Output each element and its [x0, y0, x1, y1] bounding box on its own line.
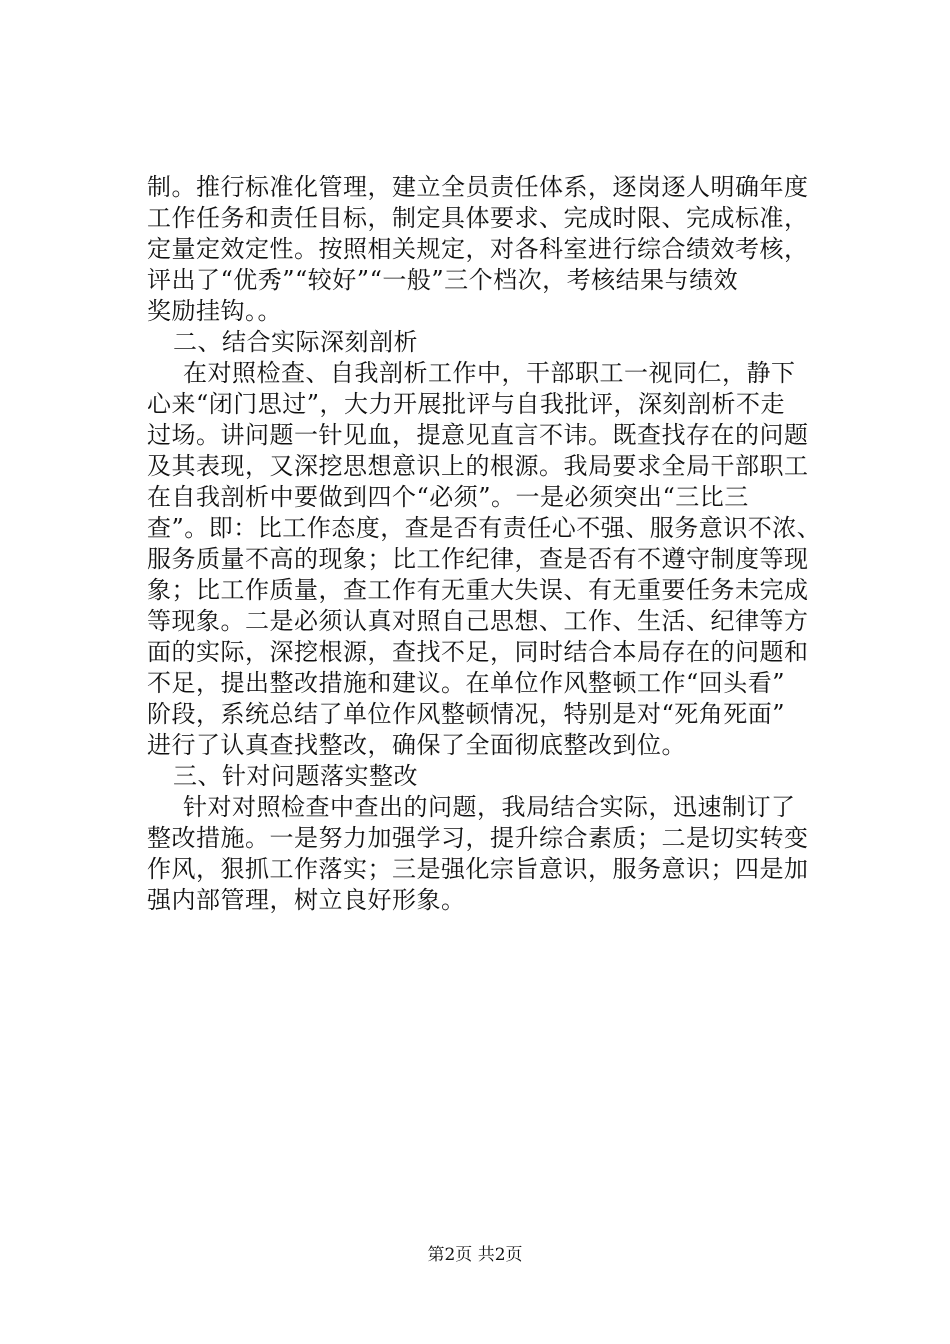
text-line: 心来“闭门思过”，大力开展批评与自我批评，深刻剖析不走: [147, 390, 786, 418]
text-line: 等现象。二是必须认真对照自己思想、工作、生活、纪律等方: [147, 607, 809, 635]
text-line: 面的实际，深挖根源，查找不足，同时结合本局存在的问题和: [147, 638, 809, 666]
text-line: 整改措施。一是努力加强学习，提升综合素质；二是切实转变: [147, 824, 809, 852]
page-footer: 第2页 共2页: [427, 1245, 523, 1265]
text-line: 查”。即：比工作态度，查是否有责任心不强、服务意识不浓、: [147, 514, 822, 542]
text-line: 及其表现，又深挖思想意识上的根源。我局要求全局干部职工: [147, 452, 809, 480]
text-line: 在自我剖析中要做到四个“必须”。一是必须突出“三比三: [147, 483, 749, 511]
text-line: 过场。讲问题一针见血，提意见直言不讳。既查找存在的问题: [147, 421, 809, 449]
text-line: 工作任务和责任目标，制定具体要求、完成时限、完成标准，: [147, 204, 809, 232]
text-line: 服务质量不高的现象；比工作纪律，查是否有不遵守制度等现: [147, 545, 809, 573]
text-line: 强内部管理，树立良好形象。: [147, 886, 466, 914]
text-line: 象；比工作质量，查工作有无重大失误、有无重要任务未完成: [147, 576, 809, 604]
text-line: 阶段，系统总结了单位作风整顿情况，特别是对“死角死面”: [147, 700, 786, 728]
section-heading: 三、针对问题落实整改: [173, 762, 418, 790]
text-line: 评出了“优秀”“较好”“一般”三个档次，考核结果与绩效: [147, 266, 739, 294]
text-line: 针对对照检查中查出的问题，我局结合实际，迅速制订了: [183, 793, 796, 821]
text-line: 定量定效定性。按照相关规定，对各科室进行综合绩效考核，: [147, 235, 809, 263]
text-line: 进行了认真查找整改，确保了全面彻底整改到位。: [147, 731, 686, 759]
text-line: 在对照检查、自我剖析工作中，干部职工一视同仁，静下: [183, 359, 796, 387]
document-body: [147, 172, 822, 916]
section-heading: 二、结合实际深刻剖析: [173, 328, 418, 356]
text-line: 不足，提出整改措施和建议。在单位作风整顿工作“回头看”: [147, 669, 786, 697]
text-line: 作风，狠抓工作落实；三是强化宗旨意识，服务意识；四是加: [147, 855, 809, 883]
text-line: 制。推行标准化管理，建立全员责任体系，逐岗逐人明确年度: [147, 173, 809, 201]
text-line: 奖励挂钩。。: [147, 297, 282, 325]
